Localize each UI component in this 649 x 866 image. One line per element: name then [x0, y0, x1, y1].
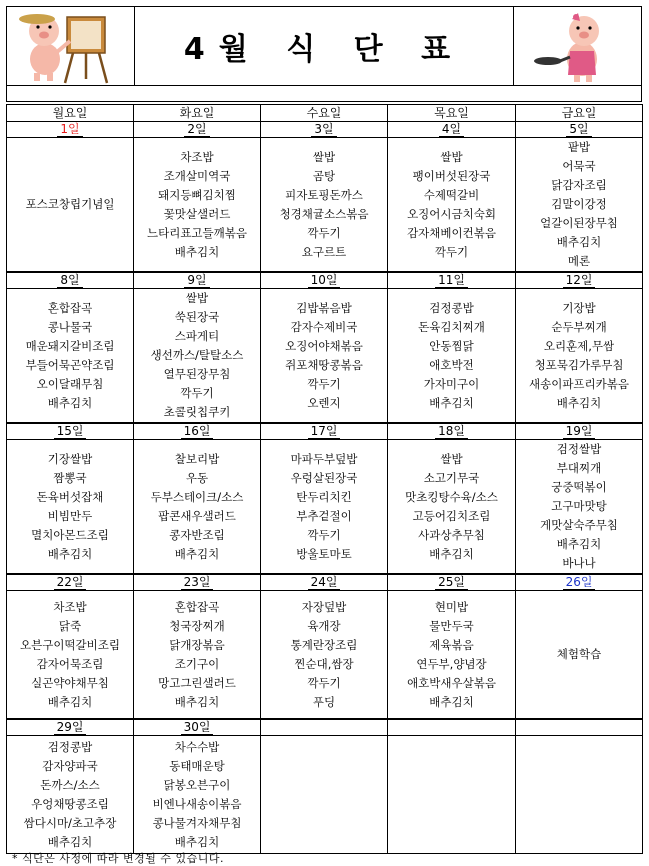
menu-item: 배추김치 — [47, 694, 93, 709]
menu-row — [7, 440, 643, 575]
menu-item: 피자토핑돈까스 — [285, 187, 363, 202]
menu-item: 검정콩밥 — [429, 300, 474, 315]
menu-item: 육개장 — [307, 618, 341, 633]
menu-item: 깍두기 — [307, 225, 341, 240]
menu-item: 제육볶음 — [429, 637, 474, 652]
weekday-fri: 금요일 — [516, 105, 643, 122]
menu-item: 감자채베이컨볶음 — [407, 225, 496, 240]
menu-cell — [516, 736, 643, 854]
date-cell — [134, 272, 261, 289]
menu-cell — [516, 289, 643, 424]
menu-item: 실곤약야채무침 — [31, 675, 109, 690]
menu-item: 쥐포채땅콩볶음 — [285, 357, 363, 372]
menu-item: 돈육김치찌개 — [418, 319, 485, 334]
menu-item: 배추김치 — [174, 834, 220, 849]
menu-cell — [134, 289, 261, 424]
menu-item: 바나나 — [562, 556, 596, 570]
menu-table — [6, 104, 643, 854]
menu-item: 배추김치 — [47, 834, 93, 849]
menu-item: 닭개장볶음 — [169, 637, 225, 652]
menu-cell — [134, 736, 261, 854]
date-label: 8일 — [57, 273, 82, 288]
date-row — [7, 122, 643, 138]
menu-cell — [516, 440, 643, 575]
menu-cell — [7, 736, 134, 854]
menu-item: 배추김치 — [429, 395, 474, 410]
page-title: 4월 식 단 표 — [183, 32, 465, 67]
menu-item: 짬뽕국 — [53, 470, 87, 485]
menu-cell — [7, 591, 134, 720]
weekday-mon: 월요일 — [7, 105, 134, 122]
date-cell — [388, 719, 516, 736]
menu-item: 배추김치 — [47, 546, 93, 561]
menu-cell — [261, 736, 388, 854]
menu-item: 어묵국 — [562, 159, 596, 173]
menu-item: 찐순대,쌈장 — [294, 656, 354, 671]
menu-cell — [388, 440, 516, 575]
date-label: 16일 — [181, 424, 214, 439]
menu-item: 오븐구이떡갈비조림 — [20, 637, 120, 652]
date-cell — [516, 122, 643, 138]
menu-item: 콩나물국 — [47, 319, 93, 334]
date-label: 18일 — [435, 424, 468, 439]
menu-item: 우엉채땅콩조림 — [31, 796, 109, 811]
menu-item: 쌈다시마/초고추장 — [23, 815, 117, 830]
menu-item: 깍두기 — [434, 244, 469, 259]
menu-cell — [261, 289, 388, 424]
menu-item: 혼합잡곡 — [47, 300, 93, 315]
date-label: 3일 — [311, 122, 336, 137]
menu-item: 비엔나새송이볶음 — [152, 796, 242, 811]
menu-item: 우동 — [185, 470, 209, 485]
date-cell — [388, 574, 516, 591]
menu-item: 우렁살된장국 — [290, 470, 358, 485]
date-cell — [388, 423, 516, 440]
menu-item: 망고그린샐러드 — [158, 675, 236, 690]
menu-item: 감자수제비국 — [290, 319, 358, 334]
weekday-wed: 수요일 — [261, 105, 388, 122]
date-cell — [261, 272, 388, 289]
menu-item: 매운돼지갈비조림 — [25, 338, 115, 353]
date-label: 25일 — [435, 575, 468, 590]
menu-item: 팥밥 — [567, 140, 591, 154]
menu-item: 검정쌀밥 — [556, 442, 602, 456]
date-label: 24일 — [308, 575, 341, 590]
pig-painter-illustration — [7, 7, 135, 85]
menu-cell — [134, 591, 261, 720]
menu-item: 가자미구이 — [423, 376, 480, 391]
menu-item: 자장덮밥 — [301, 599, 347, 614]
menu-item: 오리훈제,무쌈 — [543, 338, 615, 353]
date-label: 19일 — [563, 424, 596, 439]
date-row — [7, 423, 643, 440]
date-row — [7, 272, 643, 289]
menu-item: 쑥된장국 — [174, 310, 220, 324]
menu-item: 게맛살숙주무침 — [540, 518, 618, 532]
menu-item: 조개살미역국 — [163, 168, 231, 183]
menu-item: 돈까스/소스 — [40, 777, 100, 792]
menu-item: 기장쌀밥 — [47, 451, 93, 466]
menu-item: 콩나물겨자채무침 — [152, 815, 242, 830]
menu-cell — [7, 138, 134, 273]
menu-item: 청국장찌개 — [169, 618, 225, 633]
menu-item: 사과상추무침 — [418, 527, 485, 542]
menu-item: 초콜릿칩쿠키 — [163, 405, 231, 419]
menu-item: 혼합잡곡 — [174, 599, 220, 614]
menu-item: 부추겉절이 — [296, 508, 352, 523]
menu-item: 고등어김치조림 — [412, 508, 491, 523]
menu-item: 쌀밥 — [185, 291, 209, 305]
menu-cell — [7, 289, 134, 424]
date-label: 2일 — [184, 122, 209, 137]
menu-cell — [516, 591, 643, 720]
date-label: 11일 — [435, 273, 468, 288]
menu-item: 푸딩 — [312, 694, 336, 709]
menu-cell — [261, 138, 388, 273]
menu-item: 부들어묵곤약조림 — [25, 357, 115, 372]
menu-item: 차조밥 — [53, 599, 87, 614]
menu-item: 기장밥 — [562, 300, 596, 315]
menu-item: 애호박새우살볶음 — [407, 675, 496, 690]
weekday-tue: 화요일 — [134, 105, 261, 122]
date-label: 12일 — [563, 273, 596, 288]
menu-item: 물만두국 — [429, 618, 474, 633]
menu-item: 깍두기 — [307, 376, 341, 391]
date-cell — [134, 574, 261, 591]
menu-item: 깍두기 — [307, 527, 341, 542]
menu-item: 순두부찌개 — [551, 319, 607, 334]
menu-item: 청경채귤소스볶음 — [279, 206, 369, 221]
date-cell — [134, 423, 261, 440]
date-label: 1일 — [57, 122, 82, 137]
menu-item: 스파게티 — [174, 329, 220, 343]
menu-item: 생선까스/탈탈소스 — [150, 348, 244, 362]
menu-item: 얼갈이된장무침 — [540, 216, 618, 230]
date-label: 4일 — [439, 122, 464, 137]
menu-item: 배추김치 — [174, 546, 220, 561]
menu-cell — [388, 591, 516, 720]
date-label: 29일 — [54, 720, 87, 735]
menu-item: 오징어야채볶음 — [285, 338, 363, 353]
menu-item: 깍두기 — [180, 386, 214, 400]
menu-item: 배추김치 — [556, 537, 602, 551]
menu-cell — [7, 440, 134, 575]
weekday-header-row — [7, 105, 643, 122]
menu-row — [7, 736, 643, 854]
menu-sheet — [6, 6, 642, 865]
menu-cell — [388, 289, 516, 424]
menu-item: 팽이버섯된장국 — [412, 168, 491, 183]
date-cell — [261, 423, 388, 440]
date-cell — [261, 719, 388, 736]
date-cell — [134, 122, 261, 138]
menu-item: 연두부,양념장 — [416, 656, 487, 671]
menu-item: 쌀밥 — [312, 149, 336, 164]
menu-cell — [388, 736, 516, 854]
date-label: 17일 — [308, 424, 341, 439]
menu-item: 배추김치 — [556, 395, 602, 410]
menu-cell — [134, 138, 261, 273]
menu-item: 깍두기 — [307, 675, 341, 690]
menu-item: 닭죽 — [58, 618, 82, 633]
menu-item: 메론 — [567, 254, 591, 268]
date-cell — [516, 574, 643, 591]
date-cell — [516, 423, 643, 440]
menu-item: 맛초킹탕수육/소스 — [405, 489, 498, 504]
menu-item: 열무된장무침 — [163, 367, 231, 381]
date-cell — [7, 122, 134, 138]
date-label: 15일 — [54, 424, 87, 439]
menu-cell — [134, 440, 261, 575]
menu-item: 애호박전 — [429, 357, 474, 372]
menu-item: 오징어시금치숙회 — [407, 206, 496, 221]
menu-item: 방울토마토 — [296, 546, 352, 561]
menu-item: 두부스테이크/소스 — [150, 489, 244, 504]
menu-item: 김밥볶음밥 — [296, 300, 352, 315]
menu-cell — [388, 138, 516, 273]
footnote: * 식단은 사정에 따라 변경될 수 있습니다. — [12, 852, 224, 865]
menu-item: 돼지등뼈김치찜 — [158, 187, 236, 202]
menu-row — [7, 138, 643, 273]
menu-item: 곰탕 — [312, 168, 336, 183]
menu-item: 배추김치 — [47, 395, 93, 410]
menu-item: 김말이강정 — [551, 197, 607, 211]
date-cell — [7, 574, 134, 591]
date-label: 23일 — [181, 575, 214, 590]
menu-item: 오이달래무침 — [36, 376, 104, 391]
date-row — [7, 719, 643, 736]
header-spacer-row — [6, 86, 642, 102]
date-label: 26일 — [563, 575, 596, 590]
date-label: 10일 — [308, 273, 341, 288]
menu-item: 마파두부덮밥 — [290, 451, 358, 466]
menu-item: 고구마맛탕 — [551, 499, 607, 513]
date-label: 22일 — [54, 575, 87, 590]
menu-item: 수제떡갈비 — [423, 187, 480, 202]
menu-item: 배추김치 — [429, 694, 474, 709]
menu-cell — [516, 138, 643, 273]
menu-item: 팝콘새우샐러드 — [158, 508, 236, 523]
menu-item: 요구르트 — [301, 244, 347, 259]
menu-item: 오렌지 — [307, 395, 341, 410]
menu-cell — [261, 440, 388, 575]
date-label: 30일 — [181, 720, 214, 735]
date-cell — [7, 719, 134, 736]
menu-item: 배추김치 — [556, 235, 602, 249]
menu-item: 안동찜닭 — [429, 338, 474, 353]
menu-row — [7, 289, 643, 424]
menu-item: 배추김치 — [174, 694, 220, 709]
date-cell — [7, 272, 134, 289]
menu-row — [7, 591, 643, 720]
menu-item: 콩자반조림 — [169, 527, 225, 542]
menu-item: 비빔만두 — [47, 508, 93, 523]
menu-item: 쌀밥 — [440, 451, 463, 466]
menu-item: 느타리표고들깨볶음 — [147, 225, 247, 240]
menu-item: 새송이파프리카볶음 — [529, 376, 629, 391]
date-cell — [388, 122, 516, 138]
menu-item: 조기구이 — [174, 656, 220, 671]
menu-item: 감자어묵조림 — [36, 656, 104, 671]
menu-item: 청포묵김가루무침 — [534, 357, 624, 372]
date-cell — [516, 719, 643, 736]
menu-item: 소고기무국 — [423, 470, 480, 485]
date-label: 5일 — [566, 122, 591, 137]
date-row — [7, 574, 643, 591]
date-cell — [134, 719, 261, 736]
menu-cell — [261, 591, 388, 720]
date-cell — [388, 272, 516, 289]
menu-item: 검정콩밥 — [47, 739, 93, 754]
date-cell — [516, 272, 643, 289]
menu-item: 궁중떡볶이 — [551, 480, 607, 494]
menu-item: 탄두리치킨 — [296, 489, 352, 504]
menu-item: 찰보리밥 — [174, 451, 220, 466]
menu-item: 차조밥 — [180, 149, 214, 164]
menu-item: 현미밥 — [434, 599, 469, 614]
date-cell — [261, 122, 388, 138]
menu-item: 부대찌개 — [556, 461, 602, 475]
menu-item: 통계란장조림 — [290, 637, 358, 652]
date-cell — [7, 423, 134, 440]
menu-item: 쌀밥 — [440, 149, 463, 164]
menu-item: 배추김치 — [174, 244, 220, 259]
menu-item: 포스코창립기념일 — [25, 197, 115, 211]
date-label: 9일 — [184, 273, 209, 288]
pig-cook-illustration — [513, 7, 641, 85]
weekday-thu: 목요일 — [388, 105, 516, 122]
menu-item: 체험학습 — [556, 647, 602, 661]
menu-item: 멸치아몬드조림 — [31, 527, 109, 542]
menu-item: 꽃맛살샐러드 — [163, 206, 231, 221]
date-cell — [261, 574, 388, 591]
menu-item: 돈육버섯잡채 — [36, 489, 104, 504]
menu-item: 감자양파국 — [42, 758, 98, 773]
menu-item: 닭봉오븐구이 — [163, 777, 231, 792]
menu-item: 닭감자조림 — [551, 178, 607, 192]
menu-item: 차수수밥 — [174, 739, 220, 754]
header — [6, 6, 642, 86]
menu-item: 배추김치 — [429, 546, 474, 561]
menu-item: 동태매운탕 — [169, 758, 225, 773]
